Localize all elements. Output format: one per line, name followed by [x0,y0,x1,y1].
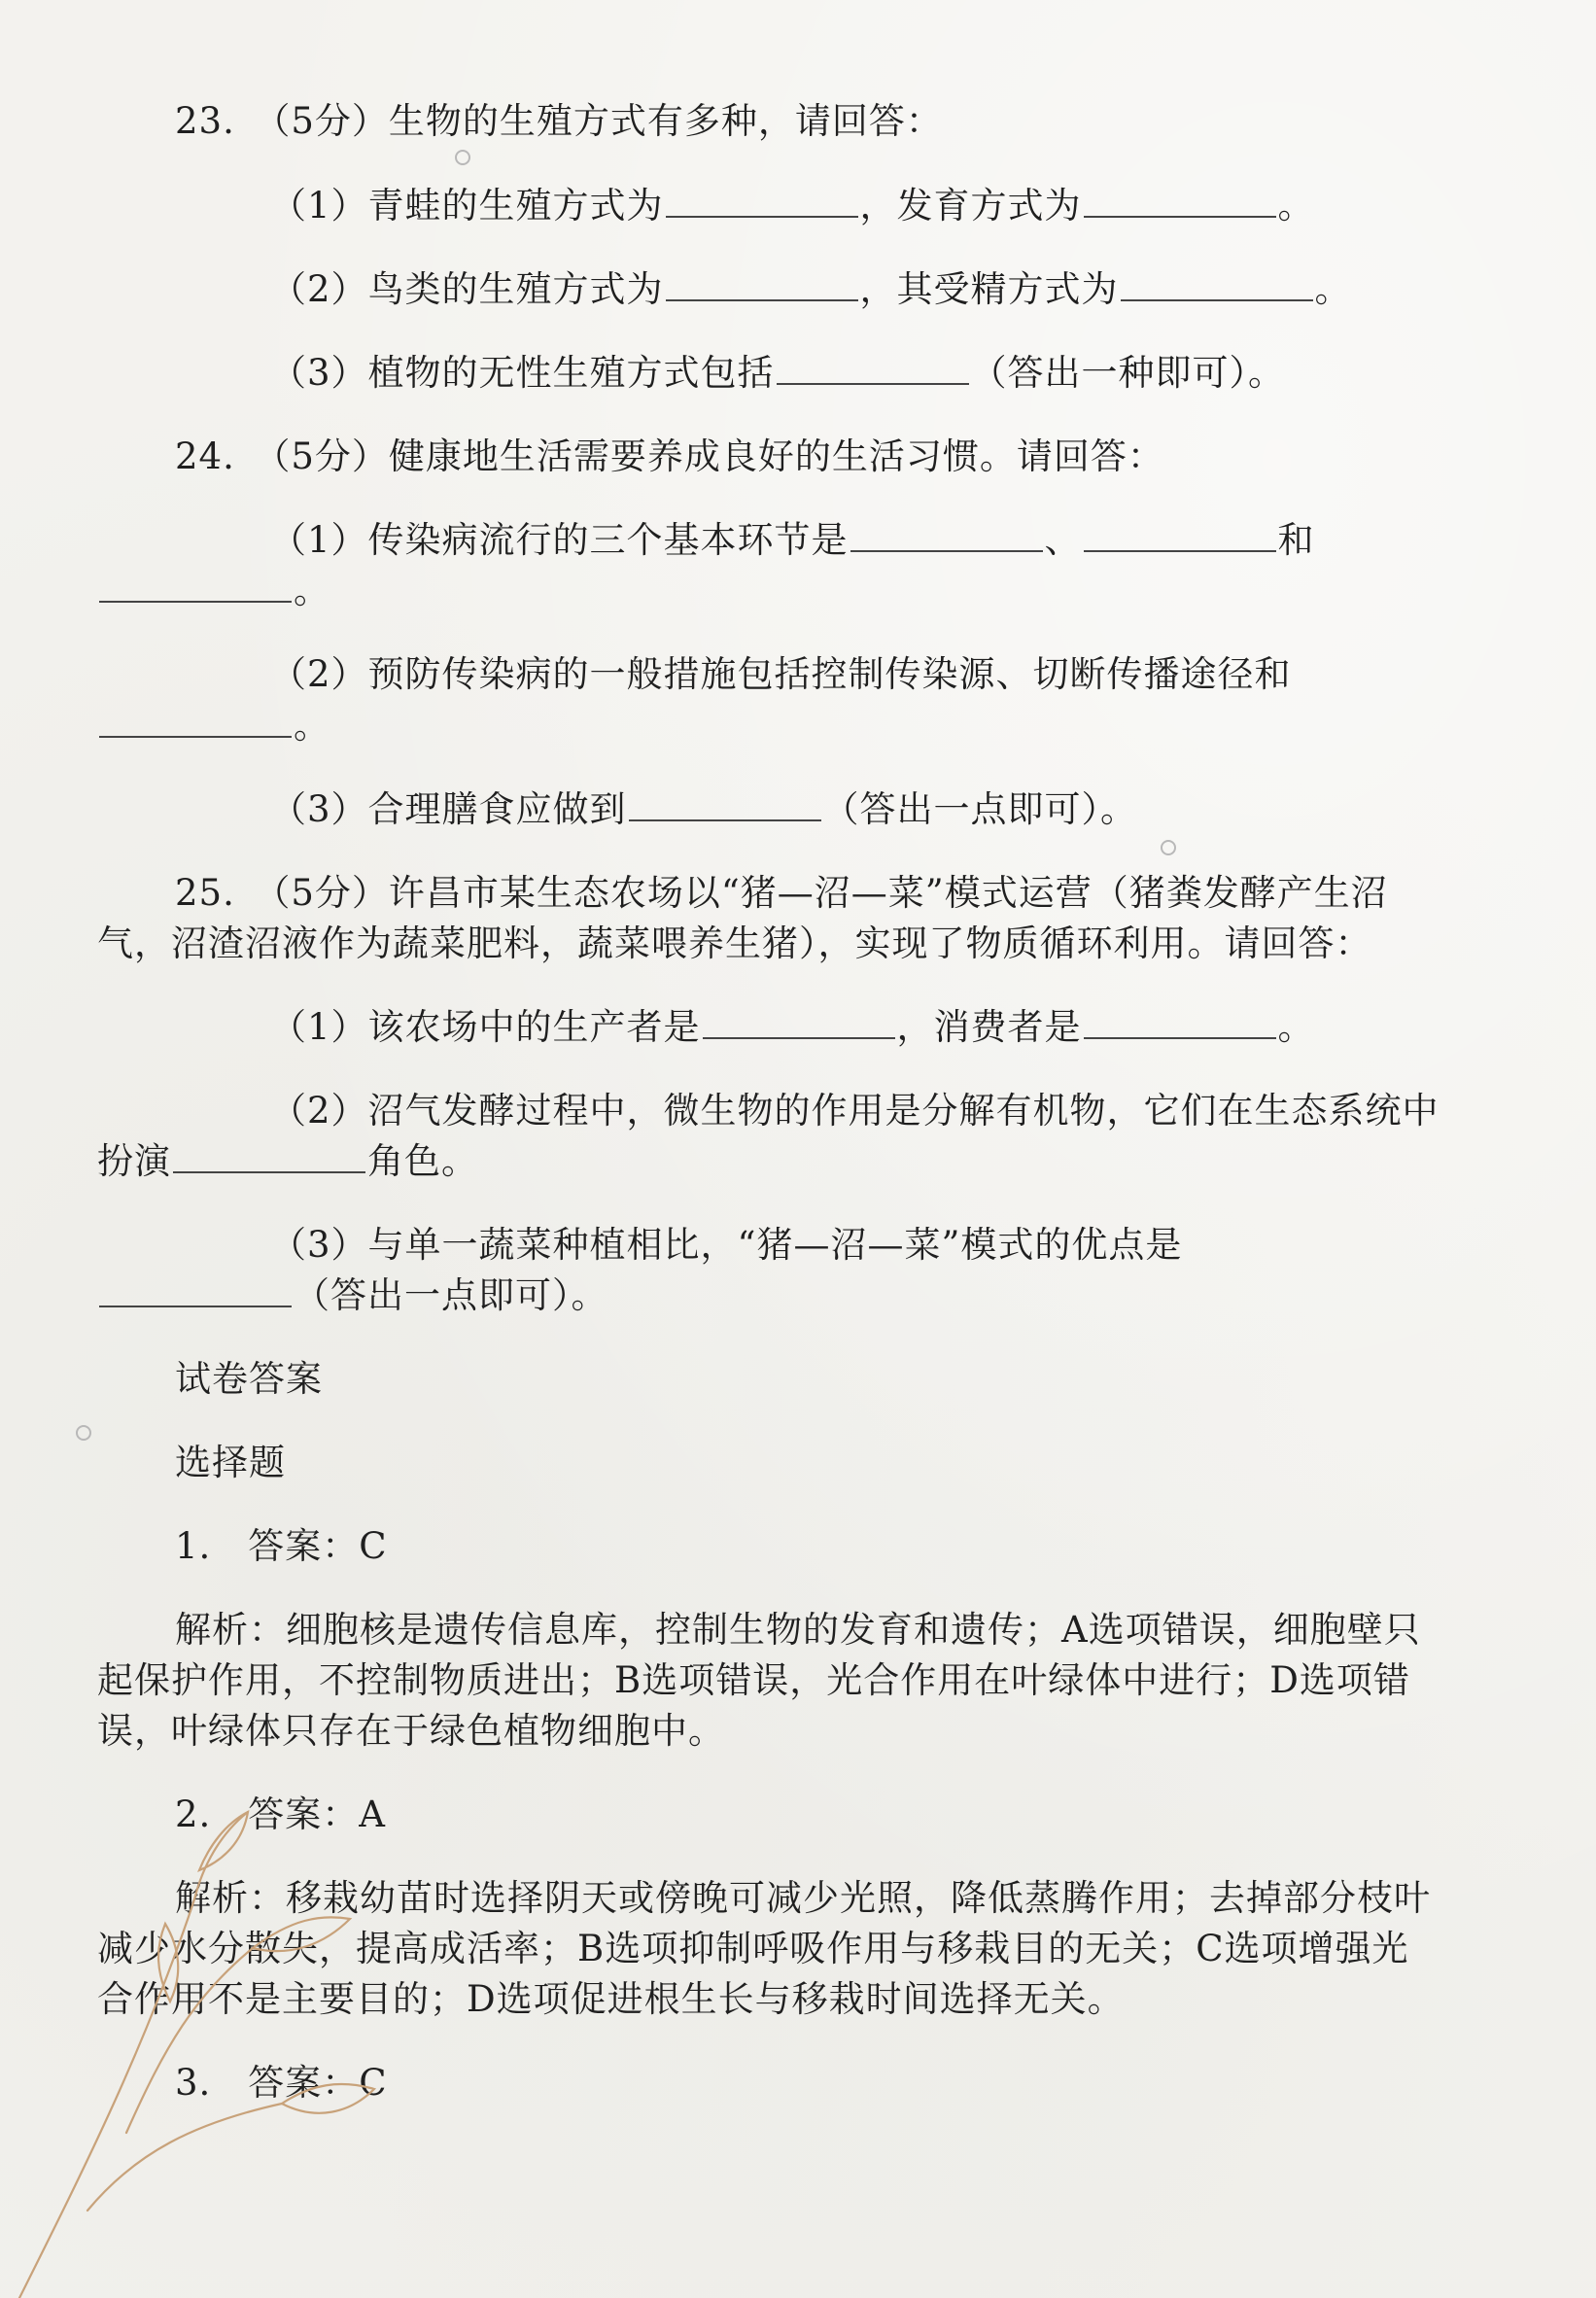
decorative-circle [1161,840,1176,855]
q23-p3-text-a: （3）植物的无性生殖方式包括 [270,352,775,394]
answer-blank[interactable] [99,572,292,603]
answer-2-exp-3: 合作用不是主要目的；D选项促进根生长与移栽时间选择无关。 [97,1978,1125,2020]
plant-decoration-icon [0,1754,428,2298]
answer-blank[interactable] [777,354,969,385]
q25-part2 [270,1087,1440,1135]
answer-2-exp-1: 解析：移栽幼苗时选择阴天或傍晚可减少光照，降低蒸腾作用；去掉部分枝叶 [175,1877,1431,1919]
answer-3-text: 3. 答案：C [175,2062,388,2104]
answers-section-text: 选择题 [175,1442,286,1483]
answer-blank[interactable] [629,790,821,821]
answer-1-explanation-line3 [97,1707,725,1756]
q25-p1-text-a: （1）该农场中的生产者是 [270,1006,701,1048]
answer-blank[interactable] [1084,1008,1276,1039]
answer-1-explanation-line2 [97,1656,1410,1705]
q23-p1-text-b: ，发育方式为 [859,185,1082,226]
q23-part1 [270,182,1315,230]
decorative-circle [455,150,470,165]
answer-1-exp-3: 误，叶绿体只存在于绿色植物细胞中。 [97,1710,725,1752]
q25-title-line2 [97,920,1372,968]
q24-part2 [270,650,1292,699]
q25-part1 [270,1003,1315,1052]
answer-blank[interactable] [173,1142,365,1173]
answers-section [175,1439,286,1487]
q23-title-text: 23. （5分）生物的生殖方式有多种，请回答： [175,100,943,142]
q23-p1-text-a: （1）青蛙的生殖方式为 [270,185,664,226]
q25-p3-text-a: （3）与单一蔬菜种植相比，“猪—沼—菜”模式的优点是 [270,1224,1183,1266]
answer-blank[interactable] [99,707,292,738]
answer-1-exp-2: 起保护作用，不控制物质进出；B选项错误，光合作用在叶绿体中进行；D选项错 [97,1659,1410,1701]
q24-part3 [270,785,1137,834]
q23-title [175,97,943,146]
q25-p2-text-b-pre: 扮演 [97,1140,171,1182]
q25-p2-text-b-post: 角色。 [367,1140,478,1182]
decorative-circle [76,1425,91,1441]
answer-2-text: 2. 答案：A [175,1793,387,1835]
q25-title-text-1: 25. （5分）许昌市某生态农场以“猪—沼—菜”模式运营（猪粪发酵产生沼 [175,872,1388,914]
answer-blank[interactable] [1084,187,1276,218]
answers-heading-text: 试卷答案 [175,1358,323,1400]
q24-p1-text-b: 、 [1044,519,1082,561]
answer-1-text: 1. 答案：C [175,1525,388,1567]
answer-blank[interactable] [666,270,858,301]
q25-title-text-2: 气，沼渣沼液作为蔬菜肥料，蔬菜喂养生猪），实现了物质循环利用。请回答： [97,923,1372,964]
answer-1 [175,1522,388,1571]
q24-title [175,433,1164,481]
q24-p3-text-b: （答出一点即可）。 [822,788,1138,830]
q25-p1-text-c: 。 [1277,1006,1315,1048]
q23-p1-text-c: 。 [1277,185,1315,226]
answer-blank[interactable] [1084,521,1276,552]
q25-part3-cont [97,1271,608,1320]
q23-p2-text-a: （2）鸟类的生殖方式为 [270,268,664,310]
answer-blank[interactable] [1121,270,1313,301]
answer-blank[interactable] [666,187,858,218]
q24-p3-text-a: （3）合理膳食应做到 [270,788,627,830]
answer-blank[interactable] [850,521,1043,552]
q24-p2-text-b: 。 [294,705,330,747]
q24-p2-text-a: （2）预防传染病的一般措施包括控制传染源、切断传播途径和 [270,653,1292,695]
answers-heading [175,1355,323,1404]
q25-title-line1 [175,869,1388,918]
q23-p2-text-c: 。 [1314,268,1352,310]
answer-1-explanation-line1 [175,1606,1421,1654]
q25-p1-text-b: ，消费者是 [896,1006,1082,1048]
answer-1-exp-1: 解析：细胞核是遗传信息库，控制生物的发育和遗传；A选项错误，细胞壁只 [175,1609,1421,1651]
q23-p2-text-b: ，其受精方式为 [859,268,1119,310]
q25-p2-text-a: （2）沼气发酵过程中，微生物的作用是分解有机物，它们在生态系统中 [270,1090,1440,1132]
q24-part1 [270,516,1315,565]
q24-p1-text-c: 和 [1277,519,1315,561]
q24-title-text: 24. （5分）健康地生活需要养成良好的生活习惯。请回答： [175,435,1164,477]
q23-part2 [270,265,1352,314]
answer-blank[interactable] [99,1276,292,1307]
q23-part3 [270,349,1285,398]
answer-blank[interactable] [703,1008,895,1039]
q25-p3-text-b: （答出一点即可）。 [294,1274,608,1316]
q24-part2-cont [97,702,330,750]
q24-p1-text-a: （1）传染病流行的三个基本环节是 [270,519,849,561]
answer-2-exp-2: 减少水分散失，提高成活率；B选项抑制呼吸作用与移栽目的无关；C选项增强光 [97,1928,1409,1969]
q25-part2-cont [97,1137,478,1186]
q24-p1-text-d: 。 [294,570,330,611]
q23-p3-text-b: （答出一种即可）。 [970,352,1286,394]
q24-part1-cont [97,567,330,615]
q25-part3 [270,1221,1182,1270]
